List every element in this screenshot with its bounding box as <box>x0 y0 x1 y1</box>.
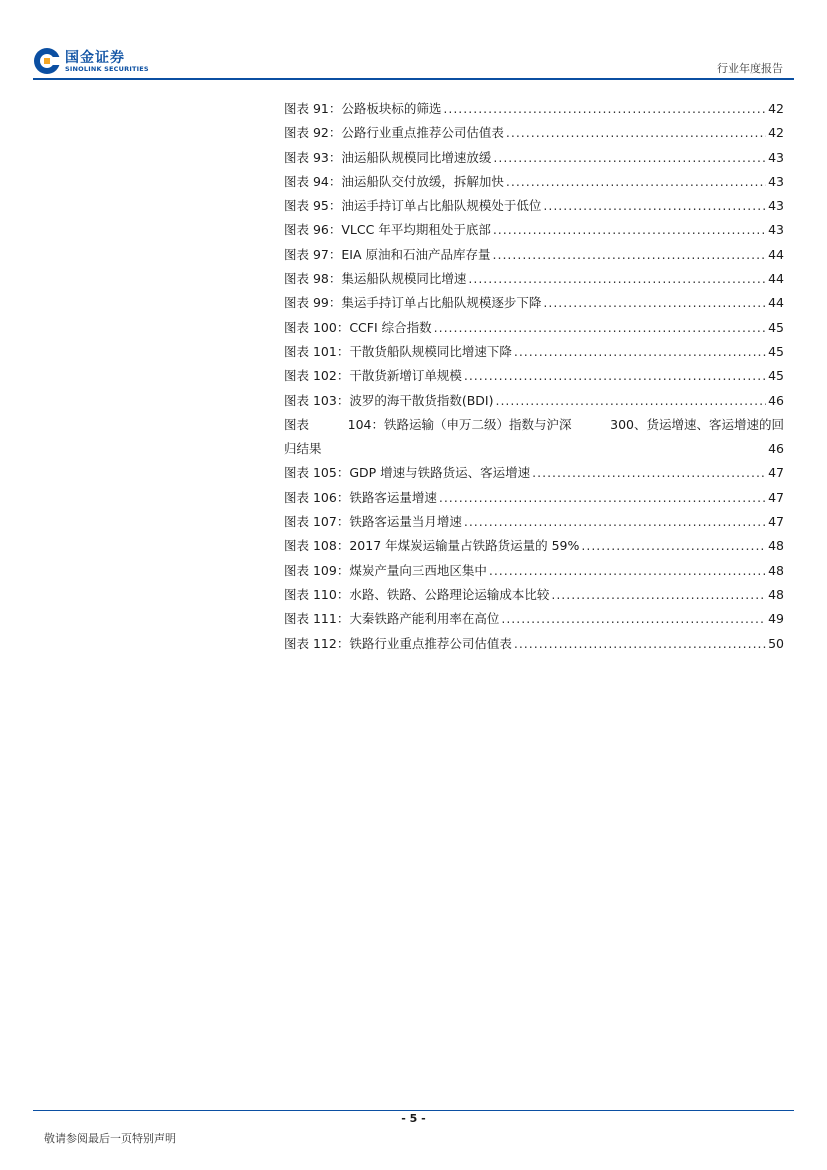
toc-entry[interactable]: 图表 100：CCFI 综合指数 ..... 45 <box>284 320 784 344</box>
toc-entry[interactable]: 图表 97：EIA 原油和石油产品库存量 ..... 44 <box>284 247 784 271</box>
toc-entry[interactable]: 图表 98：集运船队规模同比增速 ..... 44 <box>284 271 784 295</box>
report-type: 行业年度报告 <box>717 62 783 75</box>
sinolink-logo-icon <box>33 47 61 75</box>
toc-entry[interactable]: 图表 91：公路板块标的筛选 ..... 42 <box>284 101 784 125</box>
toc-entry[interactable]: 图表 102：干散货新增订单规模 ..... 45 <box>284 368 784 392</box>
page-number: - 5 - <box>401 1112 426 1125</box>
toc-entry[interactable]: 图表 106：铁路客运量增速 ..... 47 <box>284 490 784 514</box>
toc-entry[interactable]: 图表 93：油运船队规模同比增速放缓 ..... 43 <box>284 150 784 174</box>
toc-entry[interactable]: 图表 111：大秦铁路产能利用率在高位 ..... 49 <box>284 611 784 635</box>
logo-chinese-name: 国金证券 <box>65 50 125 66</box>
header-divider <box>33 78 794 80</box>
toc-entry[interactable]: 图表 94：油运船队交付放缓，拆解加快 ..... 43 <box>284 174 784 198</box>
toc-entry[interactable]: 图表 110：水路、铁路、公路理论运输成本比较 ..... 48 <box>284 587 784 611</box>
disclaimer-note: 敬请参阅最后一页特别声明 <box>44 1132 176 1145</box>
toc-entry[interactable]: 图表 95：油运手持订单占比船队规模处于低位 ..... 43 <box>284 198 784 222</box>
toc-entry[interactable]: 图表 112：铁路行业重点推荐公司估值表 ..... 50 <box>284 636 784 660</box>
toc-entry[interactable]: 图表 99：集运手持订单占比船队规模逐步下降 ..... 44 <box>284 295 784 319</box>
footer-divider <box>33 1110 794 1111</box>
toc-entry-multiline[interactable]: 图表 104：铁路运输（申万二级）指数与沪深 300、货运增速、客运增速的回 归结果 46 <box>284 416 784 457</box>
toc-entry[interactable]: 图表 108：2017 年煤炭运输量占铁路货运量的 59% ..... 48 <box>284 538 784 562</box>
toc-entry[interactable]: 图表 103：波罗的海干散货指数(BDI) ..... 46 <box>284 393 784 417</box>
toc-entry[interactable]: 图表 92：公路行业重点推荐公司估值表 ..... 42 <box>284 125 784 149</box>
logo-english-name: SINOLINK SECURITIES <box>65 65 149 73</box>
table-of-figures <box>284 101 784 660</box>
toc-entry[interactable]: 图表 107：铁路客运量当月增速 ..... 47 <box>284 514 784 538</box>
toc-entry[interactable]: 图表 105：GDP 增速与铁路货运、客运增速 ..... 47 <box>284 465 784 489</box>
toc-entry[interactable]: 图表 109：煤炭产量向三西地区集中 ..... 48 <box>284 563 784 587</box>
toc-entry[interactable]: 图表 101：干散货船队规模同比增速下降 ..... 45 <box>284 344 784 368</box>
company-logo <box>33 47 153 77</box>
toc-entry[interactable]: 图表 96：VLCC 年平均期租处于底部 ..... 43 <box>284 222 784 246</box>
page-header <box>0 0 827 80</box>
